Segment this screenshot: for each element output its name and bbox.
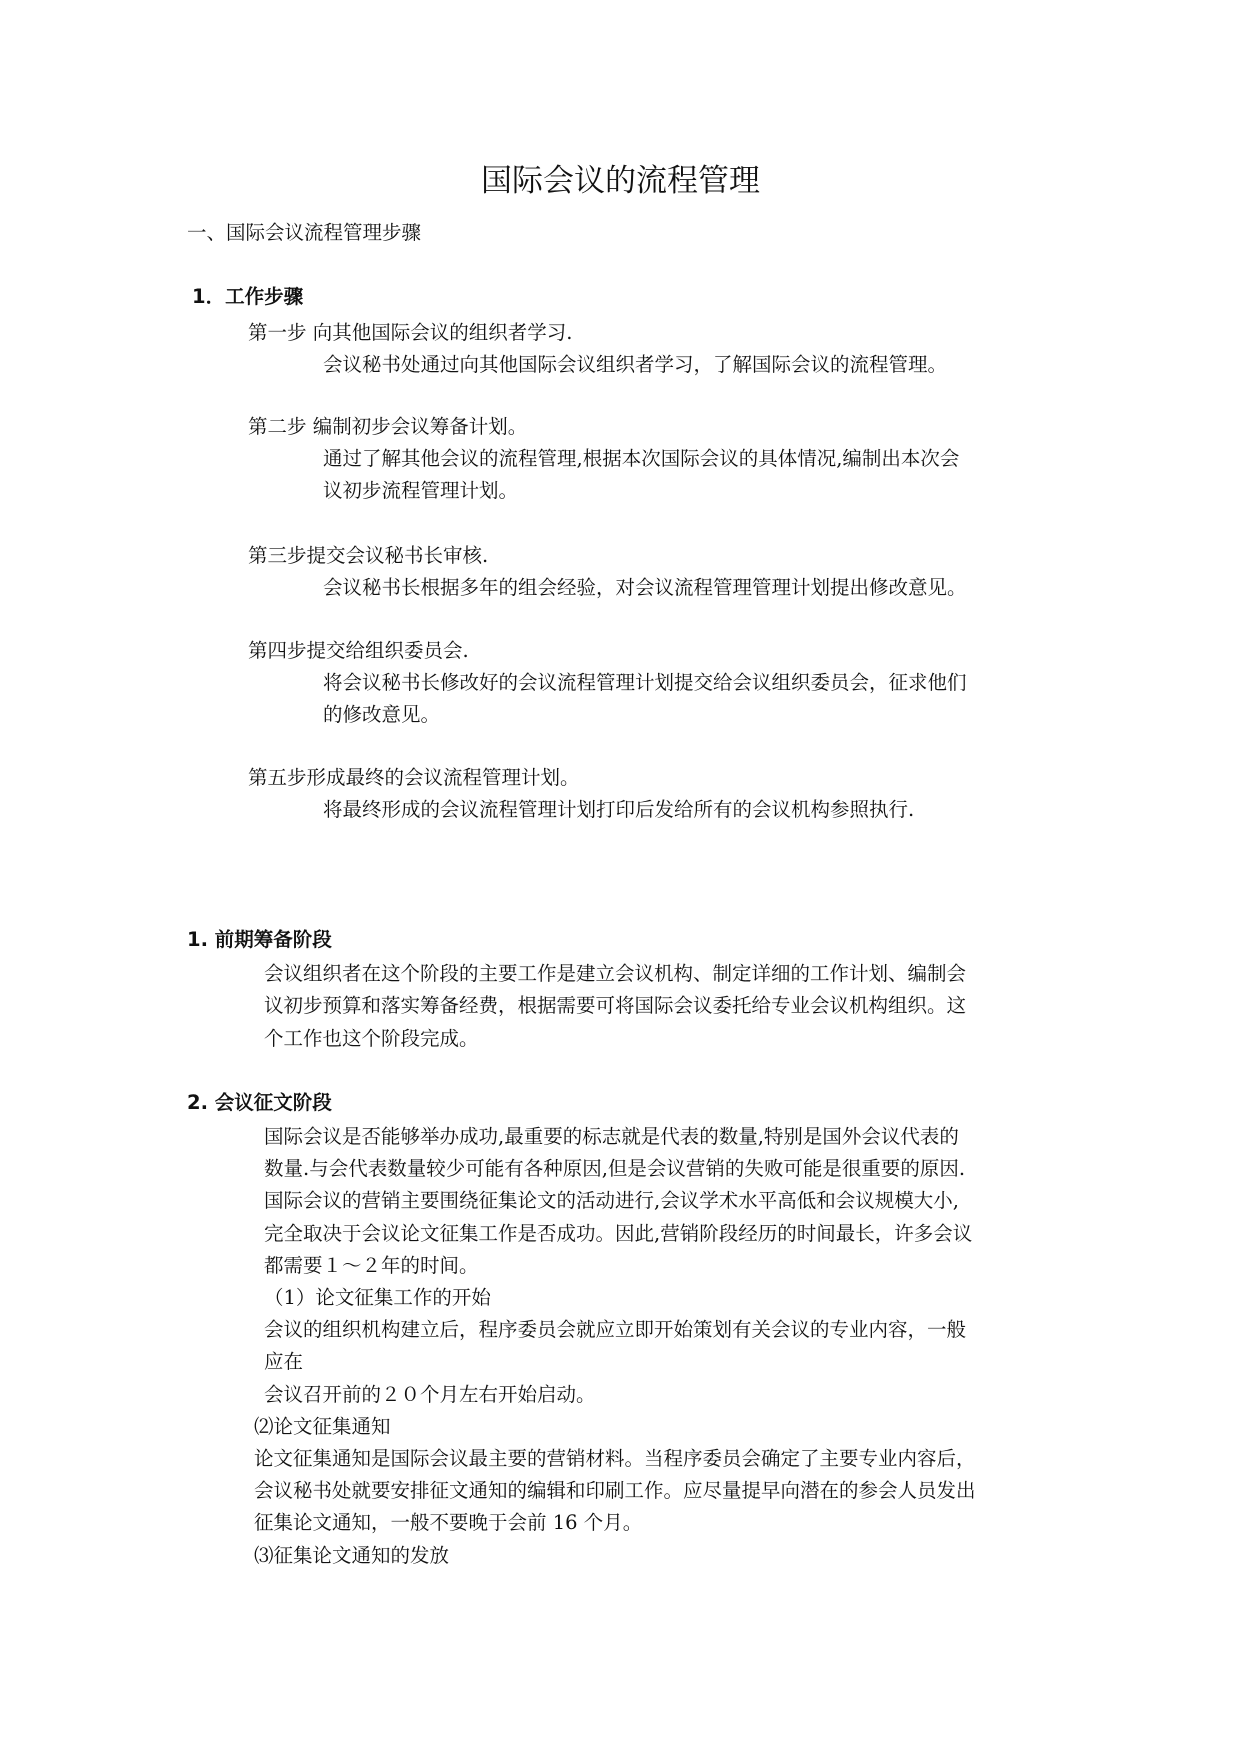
phase-2-text: 国际会议是否能够举办成功,最重要的标志就是代表的数量,特别是国外会议代表的 [264, 1125, 959, 1148]
phase-2-text: 会议秘书处就要安排征文通知的编辑和印刷工作。应尽量提早向潜在的参会人员发出 [254, 1479, 976, 1502]
step-4-label: 第四步提交给组织委员会. [248, 639, 469, 662]
step-2-label: 第二步 编制初步会议筹备计划。 [248, 415, 528, 438]
phase-1-text: 个工作也这个阶段完成。 [264, 1027, 479, 1050]
phase-1-heading: 1. 前期筹备阶段 [187, 928, 332, 951]
step-4-text: 的修改意见。 [323, 703, 441, 726]
phase-1-text: 议初步预算和落实筹备经费，根据需要可将国际会议委托给专业会议机构组织。这 [264, 994, 967, 1017]
subsection-2-heading: ⑵论文征集通知 [254, 1415, 391, 1438]
phase-2-text: 会议召开前的２０个月左右开始启动。 [264, 1383, 596, 1406]
phase-1-text: 会议组织者在这个阶段的主要工作是建立会议机构、制定详细的工作计划、编制会 [264, 962, 967, 985]
work-steps-heading: 1．工作步骤 [192, 285, 304, 308]
phase-2-text: 应在 [264, 1350, 304, 1373]
phase-2-heading: 2. 会议征文阶段 [187, 1091, 332, 1114]
subsection-1-heading: （1）论文征集工作的开始 [264, 1286, 491, 1309]
phase-2-text: 数量.与会代表数量较少可能有各种原因,但是会议营销的失败可能是很重要的原因. [264, 1157, 966, 1180]
phase-2-text: 完全取决于会议论文征集工作是否成功。因此,营销阶段经历的时间最长，许多会议 [264, 1222, 973, 1245]
phase-2-text: 论文征集通知是国际会议最主要的营销材料。当程序委员会确定了主要专业内容后， [254, 1447, 976, 1470]
step-1-label: 第一步 向其他国际会议的组织者学习. [248, 321, 573, 344]
step-2-text: 通过了解其他会议的流程管理,根据本次国际会议的具体情况,编制出本次会 [323, 447, 960, 470]
phase-2-text: 征集论文通知，一般不要晚于会前 16 个月。 [254, 1511, 643, 1534]
step-4-text: 将会议秘书长修改好的会议流程管理计划提交给会议组织委员会，征求他们 [323, 671, 967, 694]
subsection-3-heading: ⑶征集论文通知的发放 [254, 1544, 450, 1567]
step-1-text: 会议秘书处通过向其他国际会议组织者学习，了解国际会议的流程管理。 [323, 353, 948, 376]
step-3-label: 第三步提交会议秘书长审核. [248, 544, 489, 567]
step-2-text: 议初步流程管理计划。 [323, 479, 519, 502]
step-5-label: 第五步形成最终的会议流程管理计划。 [248, 766, 580, 789]
section-heading: 一、国际会议流程管理步骤 [187, 221, 422, 244]
document-title: 国际会议的流程管理 [481, 163, 760, 199]
step-3-text: 会议秘书长根据多年的组会经验，对会议流程管理管理计划提出修改意见。 [323, 576, 967, 599]
step-5-text: 将最终形成的会议流程管理计划打印后发给所有的会议机构参照执行. [323, 798, 915, 821]
phase-2-text: 会议的组织机构建立后，程序委员会就应立即开始策划有关会议的专业内容，一般 [264, 1318, 967, 1341]
phase-2-text: 国际会议的营销主要围绕征集论文的活动进行,会议学术水平高低和会议规模大小, [264, 1189, 959, 1212]
phase-2-text: 都需要１～２年的时间。 [264, 1254, 479, 1277]
